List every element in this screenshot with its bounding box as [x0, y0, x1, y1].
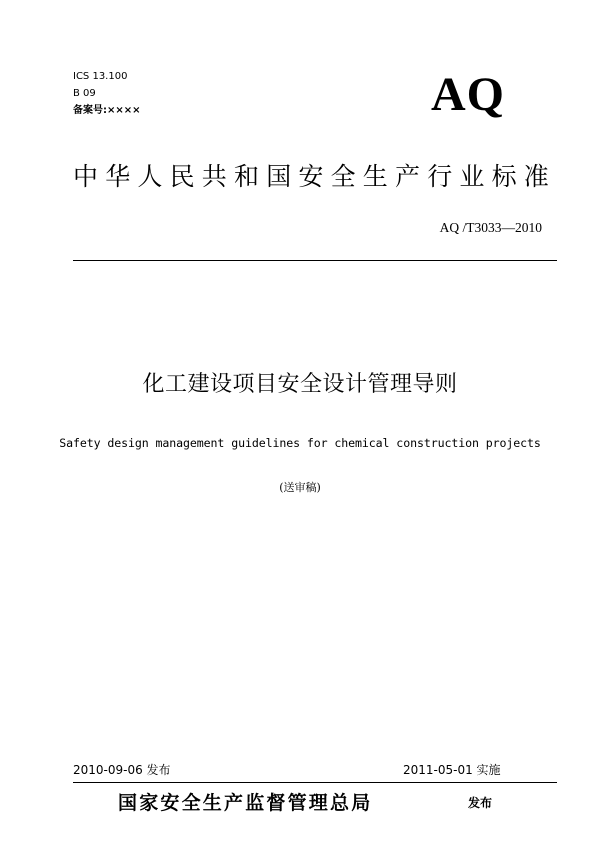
issuer-suffix: 发布 — [468, 796, 493, 810]
filing-number: 备案号:×××× — [73, 105, 141, 116]
document-title-cn: 化工建设项目安全设计管理导则 — [142, 372, 458, 397]
draft-label: (送审稿) — [279, 481, 321, 494]
implement-date: 2011-05-01 实施 — [403, 763, 501, 777]
issuer-name: 国家安全生产监督管理总局 — [118, 792, 373, 814]
header-divider — [73, 260, 557, 261]
publish-date: 2010-09-06 发布 — [73, 763, 171, 777]
ics-code: ICS 13.100 — [73, 71, 128, 82]
ccs-code: B 09 — [73, 88, 96, 99]
footer-divider — [73, 782, 557, 783]
industry-standard-title: 中华人民共和国安全生产行业标准 — [73, 162, 557, 191]
document-title-en: Safety design management guidelines for chemical construction projects — [59, 436, 541, 450]
standard-number: AQ /T3033—2010 — [439, 220, 542, 235]
aq-logo: AQ — [431, 68, 505, 121]
